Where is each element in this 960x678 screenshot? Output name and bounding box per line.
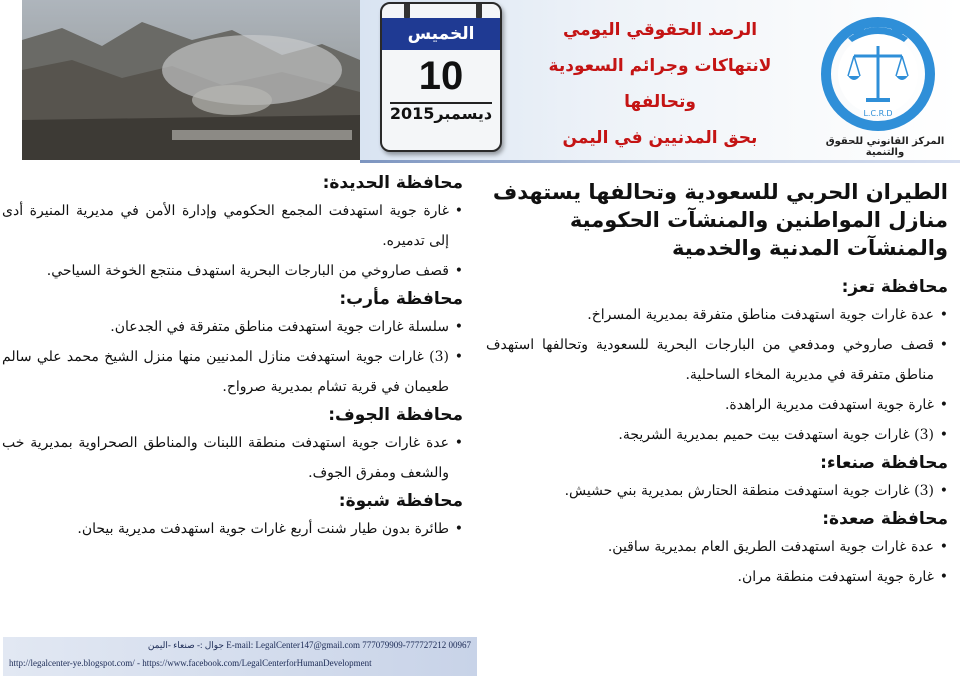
section-heading: محافظة مأرب:: [339, 289, 463, 309]
list-item: • عدة غارات جوية استهدفت منطقة اللبنات والمناطق الصحراوية بمديرية خب والشعف ومفرق الجوف.: [2, 428, 463, 488]
section-jawf: [2, 402, 463, 488]
logo-letters: L.C.R.D: [863, 109, 893, 118]
contact-line: E-mail: LegalCenter147@gmail.com 777079909-777727212 00967 جوال :- صنعاء -اليمن: [147, 640, 471, 650]
contact-footer: [3, 637, 477, 676]
list-item: • قصف صاروخي ومدفعي من البارجات البحرية للسعودية وتحالفها استهدف مناطق متفرقة في مديرية المخاء الساحلية.: [486, 330, 948, 390]
headline-line-2: لانتهاكات وجرائم السعودية وتحالفها: [548, 56, 772, 112]
website-links[interactable]: http://legalcenter-ye.blogspot.com/ - https://www.facebook.com/LegalCenterforHumanDevelopment: [9, 658, 372, 668]
organization-name: المركز القانوني للحقوق والتنمية: [825, 136, 945, 158]
list-item: • (3) غارات جوية استهدفت منطقة الحتارش بمديرية بني حشيش.: [486, 476, 948, 506]
calendar-widget: [380, 2, 502, 152]
section-marib: [2, 286, 463, 402]
section-hodeidah: [2, 170, 463, 286]
list-item: • غارة جوية استهدفت المجمع الحكومي وإدارة الأمن في مديرية المنيرة أدى إلى تدميره.: [2, 196, 463, 256]
list-item: • طائرة بدون طيار شنت أربع غارات جوية استهدفت مديرية بيحان.: [2, 514, 463, 544]
section-taiz: [486, 274, 948, 450]
list-item: • عدة غارات جوية استهدفت الطريق العام بمديرية ساقين.: [486, 532, 948, 562]
header: [0, 0, 960, 168]
list-item: • غارة جوية استهدفت مديرية الراهدة.: [486, 390, 948, 420]
section-heading: محافظة صنعاء:: [820, 453, 948, 473]
report-headline: [510, 12, 810, 156]
section-sanaa: [486, 450, 948, 506]
left-column: [2, 170, 463, 544]
right-column: [486, 178, 948, 592]
headline-line-3: بحق المدنيين في اليمن: [562, 128, 758, 148]
section-heading: محافظة صعدة:: [822, 509, 948, 529]
section-heading: محافظة الجوف:: [328, 405, 463, 425]
calendar-day-name: الخميس: [382, 18, 500, 50]
section-heading: محافظة شبوة:: [338, 491, 463, 511]
section-heading: محافظة تعز:: [841, 277, 948, 297]
calendar-day-number: 10: [418, 54, 464, 98]
calendar-month-year: ديسمبر2015: [389, 104, 493, 123]
section-heading: محافظة الحديدة:: [322, 173, 463, 193]
main-title: الطيران الحربي للسعودية وتحالفها يستهدف منازل المواطنين والمنشآت الحكومية والمنشآت المدنية والخدمية: [492, 180, 948, 260]
list-item: • قصف صاروخي من البارجات البحرية استهدف منتجع الخوخة السياحي.: [2, 256, 463, 286]
list-item: • غارة جوية استهدفت منطقة مران.: [486, 562, 948, 592]
list-item: • (3) غارات جوية استهدفت منازل المدنيين منها منزل الشيخ محمد علي سالم طعيمان في قرية تشام بمديرية صرواح.: [2, 342, 463, 402]
list-item: • (3) غارات جوية استهدفت بيت حميم بمديرية الشريجة.: [486, 420, 948, 450]
section-saada: [486, 506, 948, 592]
headline-line-1: الرصد الحقوقي اليومي: [562, 20, 758, 40]
list-item: • سلسلة غارات جوية استهدفت مناطق متفرقة في الجدعان.: [2, 312, 463, 342]
section-shabwa: [2, 488, 463, 544]
airstrike-photo: [22, 0, 360, 160]
list-item: • عدة غارات جوية استهدفت مناطق متفرقة بمديرية المسراخ.: [486, 300, 948, 330]
